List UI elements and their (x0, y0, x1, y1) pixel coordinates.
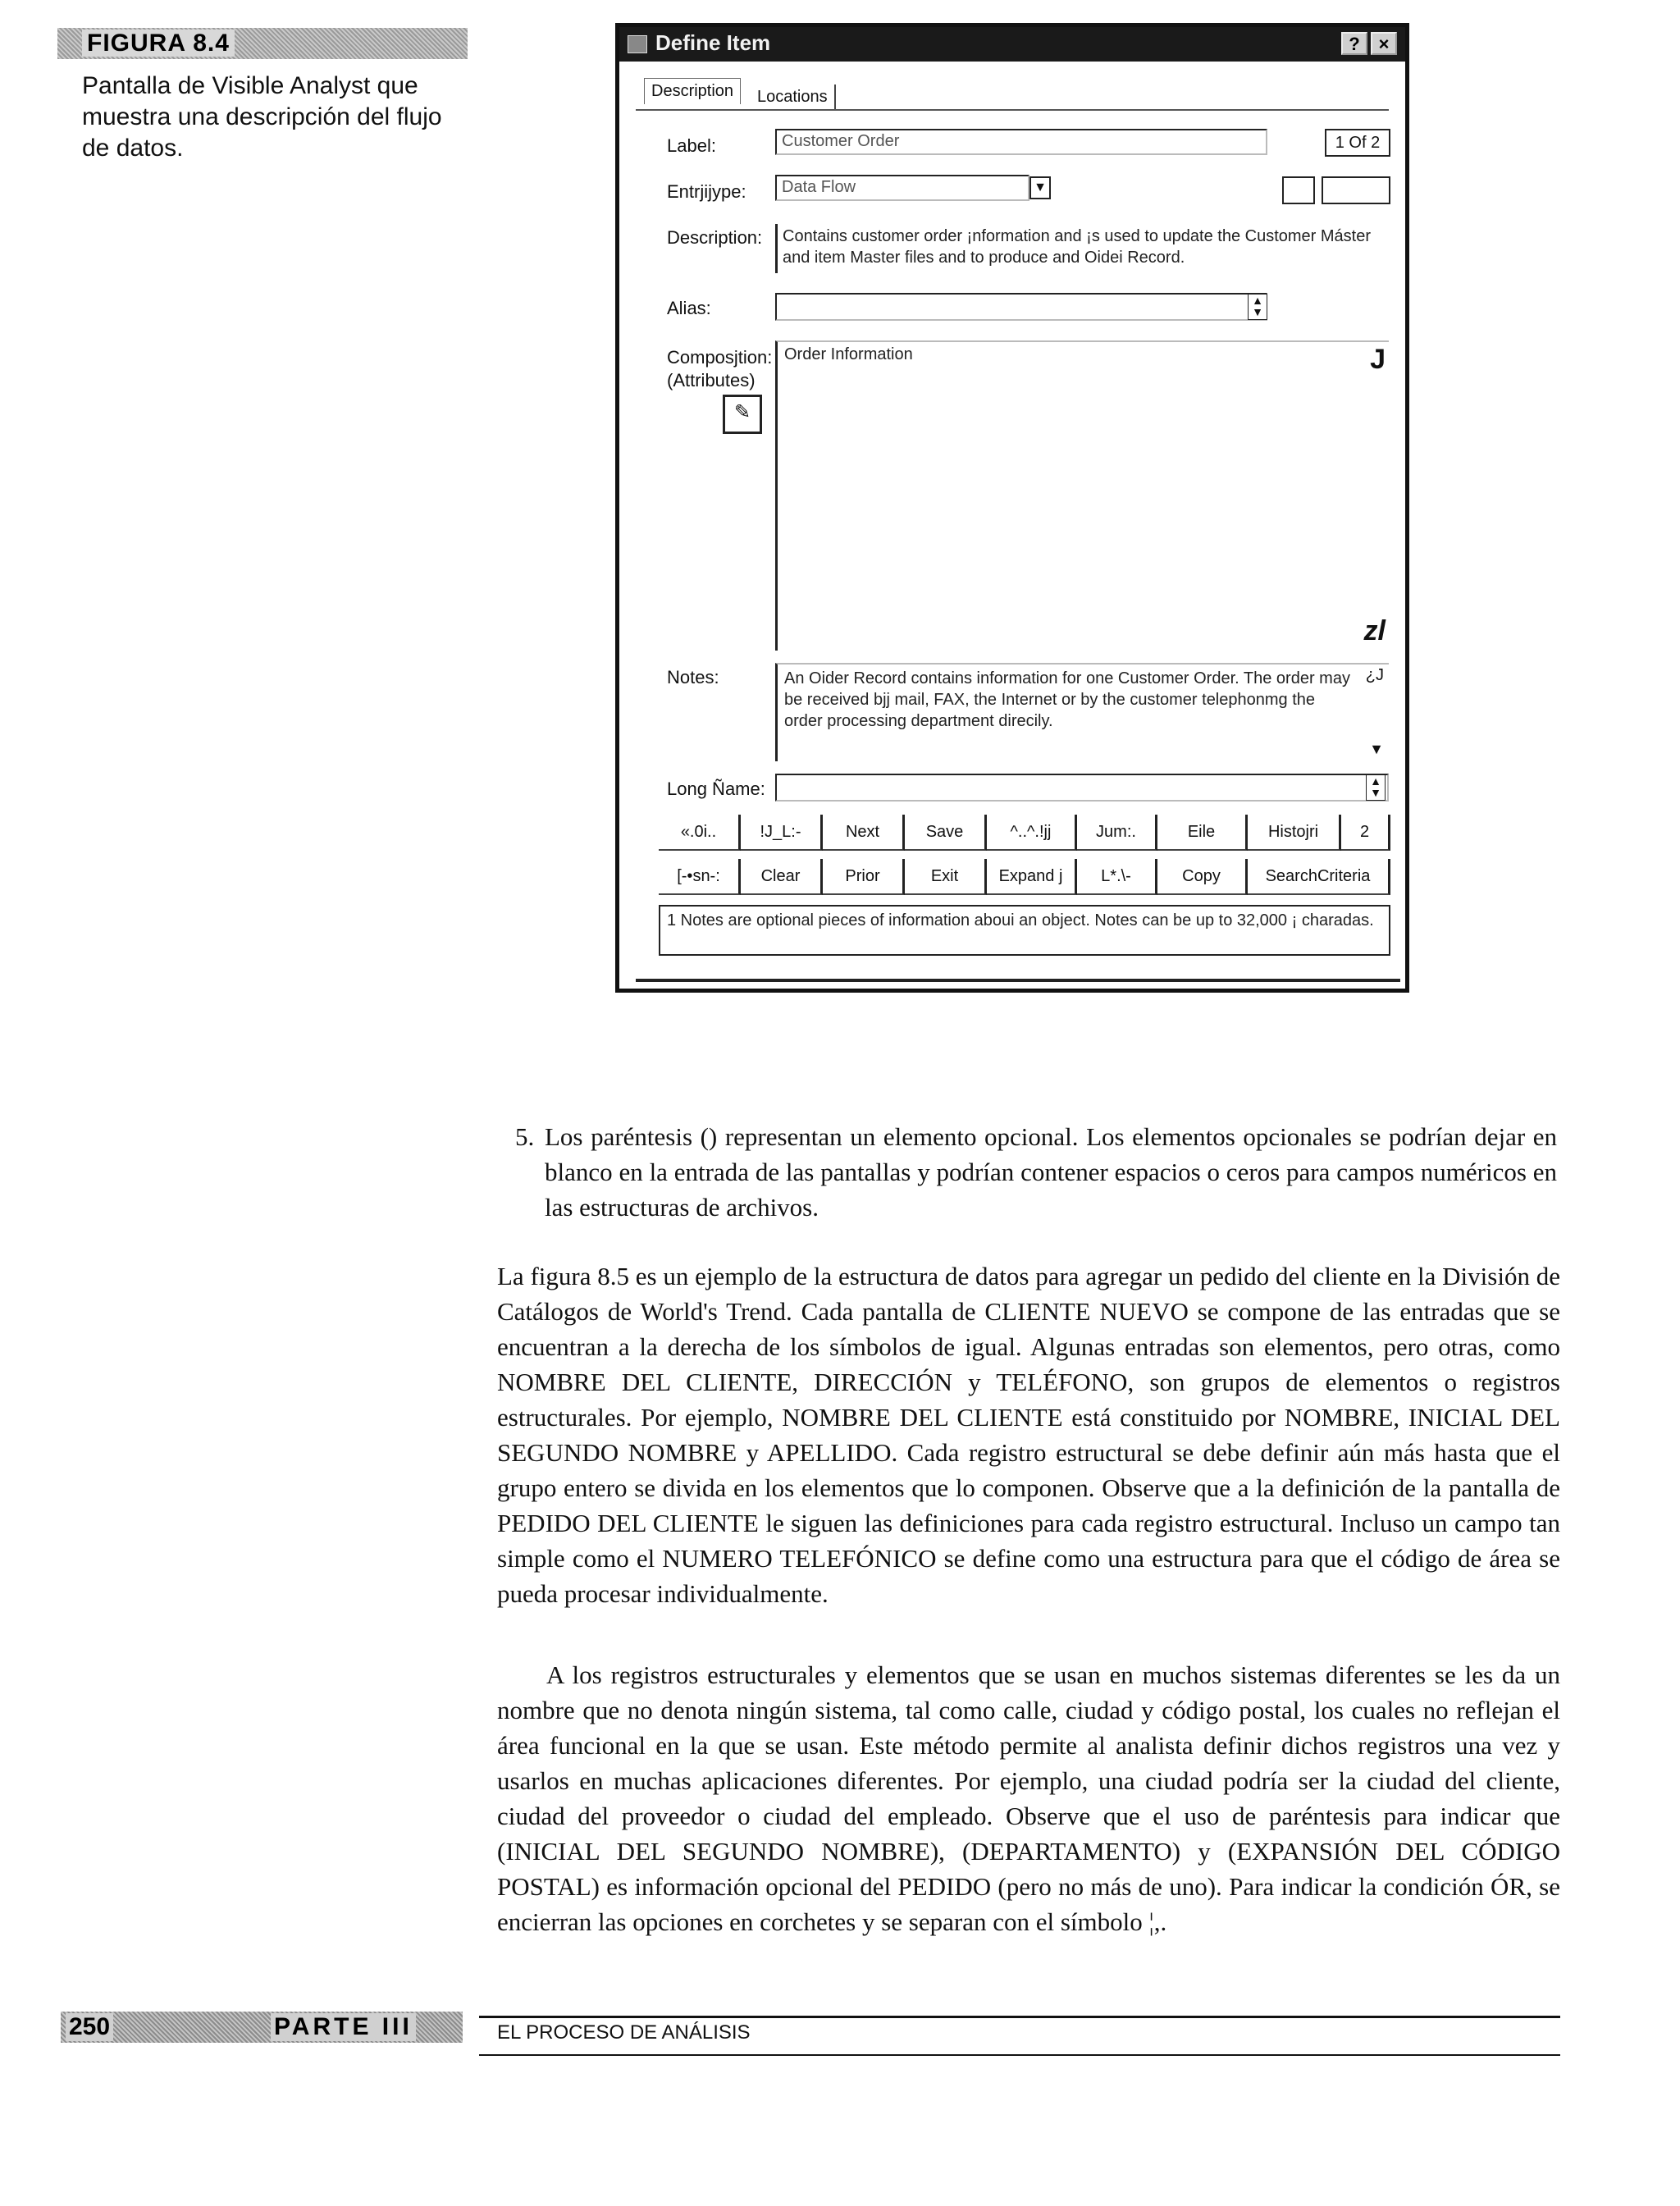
button-back[interactable]: «.0i.. (659, 815, 741, 851)
alias-label: Alias: (667, 298, 711, 318)
description-label: Description: (667, 227, 763, 248)
composition-textarea[interactable] (775, 340, 1389, 651)
jump-button[interactable]: Jum:. (1077, 815, 1157, 851)
tab-divider (636, 109, 1389, 111)
prior-button[interactable]: Prior (823, 859, 905, 895)
attributes-icon[interactable]: ✎ (723, 395, 762, 434)
attributes-label: (Attributes) (667, 370, 756, 391)
figure-label-text: FIGURA 8.4 (82, 30, 235, 57)
item-counter: 1 Of 2 (1325, 129, 1390, 157)
running-footer: EL PROCESO DE ANÁLISIS (497, 2021, 751, 2044)
entry-type-select[interactable]: Data Flow (775, 175, 1029, 201)
figure-label (57, 28, 468, 59)
help-button[interactable]: ? (1341, 32, 1367, 55)
composition-label: Composjtion: (667, 347, 773, 368)
entry-type-label: Entrjijype: (667, 181, 746, 202)
paragraph: A los registros estructurales y elementos que se usan en muchos sistemas diferentes se les da un nombre que no denota ningún sistema, tal como calle, ciudad y código postal, los cuales no reflejan el área funcional en la que se usan. Este método permite al analista definir dichos registros una vez y usarlos en muchas aplicaciones diferentes. Por ejemplo, una ciudad podría ser la ciudad del cliente, ciudad del proveedor o ciudad del empleado. Observe que el uso de paréntesis para indicar que (INICIAL DEL SEGUNDO NOMBRE), (DEPARTAMENTO) y (EXPANSIÓN DEL CÓDIGO POSTAL) es información opcional del PEDIDO (pero no más de uno). Para indicar la condición ÓR, se encierran las opciones en corchetes y se separan con el símbolo ¦,. (497, 1660, 1560, 1936)
tab-description[interactable]: Description (644, 78, 741, 104)
button-first[interactable]: !J_L:- (741, 815, 823, 851)
figure-caption: Pantalla de Visible Analyst que muestra una descripción del flujo de datos. (82, 72, 442, 162)
list-item (515, 1119, 1557, 1225)
next-button[interactable]: Next (823, 815, 905, 851)
button-help-2[interactable]: 2 (1341, 815, 1390, 851)
scroll-down-icon[interactable]: zl (1363, 615, 1386, 646)
clear-button[interactable]: Clear (741, 859, 823, 895)
list-text: Los paréntesis () representan un elemento opcional. Los elementos opcionales se podrían dejar en blanco en la entrada de las pantallas y podrían contener espacios o ceros para campos numéricos en las estructuras de archivos. (545, 1122, 1557, 1222)
define-item-dialog (615, 23, 1409, 993)
long-name-label: Long Ñame: (667, 779, 765, 799)
alias-spinner[interactable]: ▲ ▼ (1248, 294, 1267, 320)
close-button[interactable]: × (1371, 32, 1397, 55)
expand-button[interactable]: Expand j (987, 859, 1077, 895)
composition-text: Order Information (784, 345, 913, 363)
paragraph: La figura 8.5 es un ejemplo de la estructura de datos para agregar un pedido del cliente en la División de Catálogos de World's Trend. Cada pantalla de CLIENTE NUEVO se compone de las entradas que se encuentran a la derecha de los símbolos de igual. Algunas entradas son elementos, pero otras, como NOMBRE DEL CLIENTE, DIRECCIÓN y TELÉFONO, son grupos de elementos o registros estructurales. Por ejemplo, NOMBRE DEL CLIENTE está constituido por NOMBRE, INICIAL DEL SEGUNDO NOMBRE y APELLIDO. Cada registro estructural se debe definir aún más hasta que el grupo entero se divida en los elementos que lo componen. Observe que a la definición de la pantalla de PEDIDO DEL CLIENTE le siguen las definiciones para cada registro estructural. Incluso un campo tan simple como el NUMERO TELEFÓNICO se define como una estructura para que el código de área se pueda procesar individualmente. (497, 1262, 1560, 1608)
notes-textarea[interactable] (775, 663, 1389, 761)
search-criteria-button[interactable]: SearchCriteria (1248, 859, 1390, 895)
long-name-input[interactable] (775, 774, 1389, 802)
page-number: 250 (66, 2013, 113, 2041)
part-label: PARTE III (271, 2013, 416, 2041)
footer-rule-bottom (479, 2054, 1560, 2056)
scroll-up-icon[interactable]: J (1370, 344, 1386, 375)
notes-scroll-up-icon[interactable]: ¿J (1365, 666, 1384, 684)
app-icon (628, 35, 647, 53)
tab-locations[interactable]: Locations (751, 84, 836, 110)
list-number: 5. (515, 1122, 535, 1151)
button-search[interactable]: [-•sn-: (659, 859, 741, 895)
history-button[interactable]: Histojri (1248, 815, 1341, 851)
button-list[interactable]: L*.\- (1077, 859, 1157, 895)
alias-input[interactable] (775, 293, 1267, 321)
notes-scroll-down-icon[interactable]: ▼ (1369, 741, 1384, 757)
notes-label: Notes: (667, 667, 719, 687)
save-button[interactable]: Save (905, 815, 987, 851)
label-input[interactable]: Customer Order (775, 129, 1267, 155)
dialog-titlebar (619, 27, 1405, 62)
label-label: Label: (667, 135, 716, 156)
button-unknown[interactable]: ^..^.!jj (987, 815, 1077, 851)
copy-button[interactable]: Copy (1157, 859, 1248, 895)
chevron-down-icon[interactable]: ▼ (1029, 176, 1051, 199)
footer-rule (479, 2016, 1560, 2018)
option-box-2[interactable] (1322, 176, 1390, 204)
status-bar: 1 Notes are optional pieces of information aboui an object. Notes can be up to 32,000 ¡ charadas. (659, 905, 1390, 956)
notes-text: An Oider Record contains information for one Customer Order. The order may be received bjj mail, FAX, the Internet or by the customer telephonmg the order processing department direcily. (784, 669, 1350, 730)
option-box-1[interactable] (1282, 176, 1315, 204)
file-button[interactable]: Eile (1157, 815, 1248, 851)
dialog-bottom-border (636, 979, 1400, 982)
description-input[interactable]: Contains customer order ¡nformation and ¡s used to update the Customer Máster and item Master files and to produce and Oidei Record. (775, 224, 1382, 273)
exit-button[interactable]: Exit (905, 859, 987, 895)
dialog-title: Define Item (655, 30, 771, 55)
long-name-spinner[interactable]: ▲ ▼ (1366, 774, 1386, 801)
